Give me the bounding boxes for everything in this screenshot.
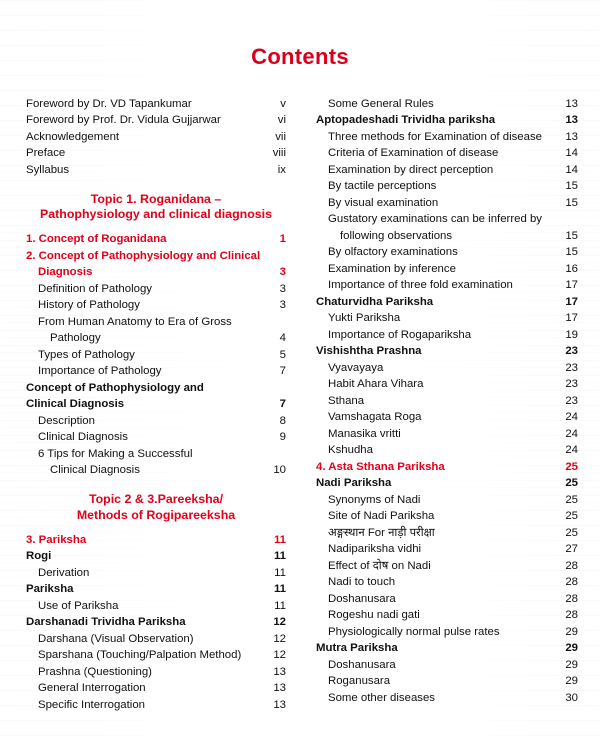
toc-entry[interactable] — [316, 179, 578, 196]
toc-entry[interactable] — [26, 413, 286, 430]
toc-entry-label: By visual examination — [328, 196, 439, 209]
toc-entry[interactable] — [316, 294, 578, 311]
toc-entry[interactable] — [26, 364, 286, 381]
toc-entry-label: Acknowledgement — [26, 130, 120, 143]
toc-entry-label: 1. Concept of Roganidana — [26, 233, 167, 246]
toc-entry-page-number: 25 — [565, 510, 578, 523]
toc-entry[interactable] — [26, 265, 286, 282]
toc-entry[interactable] — [26, 162, 286, 179]
toc-entry-page-number: 3 — [279, 299, 286, 312]
toc-entry-label: 2. Concept of Pathophysiology and Clinical — [26, 249, 261, 262]
toc-entry-page-number: 28 — [565, 609, 578, 622]
toc-entry-label: 3. Pariksha — [26, 533, 87, 546]
toc-entry[interactable] — [316, 575, 578, 592]
toc-entry[interactable] — [316, 542, 578, 559]
toc-entry-label: Use of Pariksha — [38, 599, 119, 612]
toc-entry-label: Aptopadeshadi Trividha pariksha — [316, 114, 496, 127]
left-column — [26, 96, 302, 714]
toc-entry-page-number: 24 — [565, 411, 578, 424]
toc-entry[interactable] — [26, 347, 286, 364]
toc-entry[interactable] — [26, 281, 286, 298]
toc-entry-label: Some General Rules — [328, 97, 434, 110]
toc-entry-page-number: 14 — [565, 147, 578, 160]
toc-entry-label: Importance of Pathology — [38, 365, 162, 378]
toc-entry-label: Specific Interrogation — [38, 698, 146, 711]
toc-entry[interactable] — [26, 146, 286, 163]
toc-entry-page-number: vi — [277, 114, 286, 127]
toc-entry-page-number: 12 — [273, 649, 286, 662]
topic-heading-1-line1: Topic 1. Roganidana – — [90, 191, 222, 206]
toc-entry[interactable] — [316, 393, 578, 410]
toc-entry[interactable] — [316, 624, 578, 641]
toc-entry-label: Nadi to touch — [328, 576, 396, 589]
topic-1-entry-list — [26, 232, 286, 480]
toc-entry-page-number: 24 — [565, 427, 578, 440]
toc-entry-label: Examination by inference — [328, 262, 456, 275]
toc-entry[interactable] — [26, 631, 286, 648]
toc-entry[interactable] — [26, 648, 286, 665]
toc-entry-label: Rogeshu nadi gati — [328, 609, 420, 622]
topic-heading-2-line2: Methods of Rogipareeksha — [76, 507, 236, 522]
toc-entry-page-number: 13 — [273, 665, 286, 678]
toc-entry-label: Vishishtha Prashna — [316, 345, 422, 358]
toc-entry-label: Sparshana (Touching/Palpation Method) — [38, 649, 242, 662]
toc-entry[interactable] — [316, 591, 578, 608]
toc-entry-label: Rogi — [26, 550, 52, 563]
toc-entry-label: Physiologically normal pulse rates — [328, 625, 500, 638]
toc-entry-page-number: viii — [272, 147, 286, 160]
toc-entry-label: Darshanadi Trividha Pariksha — [26, 616, 186, 629]
right-column — [302, 96, 578, 714]
toc-entry-label: Synonyms of Nadi — [328, 493, 421, 506]
toc-entry[interactable] — [26, 314, 286, 331]
toc-entry[interactable] — [316, 162, 578, 179]
toc-entry-page-number: 25 — [565, 460, 578, 473]
toc-entry[interactable] — [316, 212, 578, 229]
front-matter-list — [26, 96, 286, 179]
toc-entry-label: Doshanusara — [328, 592, 396, 605]
toc-entry-page-number: 11 — [274, 599, 286, 612]
toc-entry[interactable] — [316, 96, 578, 113]
toc-entry[interactable] — [26, 113, 286, 130]
toc-entry-page-number: 10 — [273, 464, 286, 477]
toc-entry[interactable] — [316, 426, 578, 443]
toc-entry-page-number: 1 — [279, 233, 286, 246]
toc-entry-page-number: 28 — [565, 576, 578, 589]
toc-entry-label: Clinical Diagnosis — [38, 431, 128, 444]
toc-entry-page-number: 8 — [279, 414, 286, 427]
toc-entry-label: 6 Tips for Making a Successful — [38, 447, 193, 460]
toc-entry-page-number: 27 — [565, 543, 578, 556]
topic-heading-2-line1: Topic 2 & 3.Pareeksha/ — [88, 492, 224, 506]
toc-entry-page-number: 23 — [565, 394, 578, 407]
toc-entry[interactable] — [26, 664, 286, 681]
toc-entry-label: Foreword by Dr. VD Tapankumar — [26, 97, 192, 110]
toc-entry-label: Types of Pathology — [38, 348, 135, 361]
toc-entry[interactable] — [316, 228, 578, 245]
toc-entry-label: following observations — [340, 229, 453, 242]
toc-entry-page-number: 24 — [565, 444, 578, 457]
toc-entry[interactable] — [26, 298, 286, 315]
toc-entry[interactable] — [26, 532, 286, 549]
toc-entry-label: By olfactory examinations — [328, 246, 458, 259]
toc-entry-page-number: 13 — [273, 698, 286, 711]
toc-entry-label: History of Pathology — [38, 299, 140, 312]
right-entry-list — [316, 96, 578, 707]
toc-entry-page-number: 11 — [273, 533, 286, 546]
toc-entry-page-number: 23 — [565, 361, 578, 374]
toc-entry-page-number: 25 — [565, 526, 578, 539]
toc-entry[interactable] — [26, 565, 286, 582]
toc-entry-page-number: 11 — [273, 583, 286, 596]
toc-entry[interactable] — [316, 509, 578, 526]
toc-entry-page-number: 9 — [279, 431, 286, 444]
toc-entry[interactable] — [316, 641, 578, 658]
toc-entry-page-number: 5 — [279, 348, 286, 361]
toc-entry-page-number: 19 — [565, 328, 578, 341]
toc-entry[interactable] — [26, 446, 286, 463]
toc-entry-page-number: 25 — [565, 477, 578, 490]
toc-entry[interactable] — [316, 377, 578, 394]
topic-heading-1-line2: Pathophysiology and clinical diagnosis — [39, 207, 273, 221]
toc-entry-page-number: 16 — [565, 262, 578, 275]
toc-entry-page-number: 23 — [565, 378, 578, 391]
toc-entry-page-number: 29 — [565, 675, 578, 688]
toc-entry-page-number: 3 — [279, 266, 286, 279]
toc-entry[interactable] — [26, 129, 286, 146]
toc-entry-label: Some other diseases — [328, 691, 436, 704]
toc-entry[interactable] — [316, 674, 578, 691]
toc-entry-label: Pariksha — [26, 583, 74, 596]
toc-entry[interactable] — [26, 549, 286, 566]
toc-entry[interactable] — [316, 146, 578, 163]
toc-entry[interactable] — [316, 311, 578, 328]
toc-entry[interactable] — [26, 232, 286, 249]
toc-entry[interactable] — [26, 598, 286, 615]
toc-entry-label: Diagnosis — [38, 266, 93, 279]
toc-entry[interactable] — [316, 113, 578, 130]
toc-entry[interactable] — [26, 430, 286, 447]
toc-entry[interactable] — [316, 278, 578, 295]
toc-entry-label: अङ्गस्थान For नाड़ी परीक्षा — [328, 526, 435, 539]
toc-entry-label: Habit Ahara Vihara — [328, 378, 424, 391]
toc-entry[interactable] — [316, 443, 578, 460]
toc-entry[interactable] — [316, 690, 578, 707]
toc-entry[interactable] — [316, 360, 578, 377]
toc-entry[interactable] — [26, 681, 286, 698]
toc-entry-page-number: 12 — [273, 632, 286, 645]
toc-entry-page-number: 14 — [565, 163, 578, 176]
toc-entry-label: Definition of Pathology — [38, 282, 152, 295]
toc-entry-label: Importance of three fold examination — [328, 279, 513, 292]
toc-entry-label: Criteria of Examination of disease — [328, 147, 499, 160]
toc-entry[interactable] — [316, 327, 578, 344]
toc-entry-label: Doshanusara — [328, 658, 396, 671]
toc-entry-page-number: 12 — [273, 616, 286, 629]
toc-entry-label: Concept of Pathophysiology and — [26, 381, 204, 394]
toc-entry[interactable] — [26, 582, 286, 599]
toc-entry-label: Sthana — [328, 394, 365, 407]
toc-entry-label: Chaturvidha Pariksha — [316, 295, 434, 308]
toc-entry[interactable] — [316, 558, 578, 575]
toc-entry-page-number: 7 — [279, 365, 286, 378]
toc-entry[interactable] — [316, 476, 578, 493]
topic-heading-2 — [26, 492, 286, 523]
toc-entry-page-number: 17 — [565, 295, 578, 308]
toc-entry-label: Manasika vritti — [328, 427, 401, 440]
toc-entry-page-number: 29 — [565, 658, 578, 671]
contents-columns — [0, 96, 600, 714]
toc-entry[interactable] — [26, 331, 286, 348]
toc-entry[interactable] — [26, 397, 286, 414]
toc-entry-label: Description — [38, 414, 95, 427]
toc-entry-page-number: 11 — [273, 550, 286, 563]
toc-entry-page-number: 13 — [565, 130, 578, 143]
toc-entry-label: Site of Nadi Pariksha — [328, 510, 435, 523]
toc-entry-label: Nadi Pariksha — [316, 477, 392, 490]
toc-entry-page-number: 11 — [274, 566, 286, 579]
toc-entry-page-number: 28 — [565, 592, 578, 605]
toc-entry[interactable] — [316, 245, 578, 262]
toc-entry-label: Effect of दोष on Nadi — [328, 559, 431, 572]
toc-entry-page-number: 13 — [273, 682, 286, 695]
toc-entry-label: Three methods for Examination of disease — [328, 130, 543, 143]
toc-entry[interactable] — [26, 248, 286, 265]
toc-entry[interactable] — [26, 96, 286, 113]
toc-entry-page-number: 3 — [279, 282, 286, 295]
toc-entry-label: Vyavayaya — [328, 361, 384, 374]
toc-entry-label: Roganusara — [328, 675, 391, 688]
toc-entry-page-number: 29 — [565, 625, 578, 638]
toc-entry-page-number: v — [280, 97, 286, 110]
toc-entry-label: From Human Anatomy to Era of Gross — [38, 315, 232, 328]
toc-entry[interactable] — [316, 492, 578, 509]
toc-entry-page-number: 7 — [279, 398, 286, 411]
toc-entry-page-number: 23 — [565, 345, 578, 358]
toc-entry-label: General Interrogation — [38, 682, 146, 695]
toc-entry-page-number: 30 — [565, 691, 578, 704]
toc-entry-label: Darshana (Visual Observation) — [38, 632, 194, 645]
toc-entry-label: Clinical Diagnosis — [50, 464, 140, 477]
toc-entry-label: Mutra Pariksha — [316, 642, 398, 655]
toc-entry[interactable] — [316, 525, 578, 542]
toc-entry-label: 4. Asta Sthana Pariksha — [316, 460, 445, 473]
toc-entry-label: Syllabus — [26, 163, 70, 176]
toc-entry-page-number: 25 — [565, 493, 578, 506]
toc-entry-label: Nadipariksha vidhi — [328, 543, 422, 556]
toc-entry[interactable] — [316, 344, 578, 361]
toc-entry-label: Yukti Pariksha — [328, 312, 401, 325]
toc-entry-label: Importance of Rogapariksha — [328, 328, 472, 341]
toc-entry-page-number: 17 — [565, 312, 578, 325]
toc-entry-page-number: vii — [275, 130, 286, 143]
toc-entry-page-number: 15 — [565, 229, 578, 242]
toc-entry-page-number: 15 — [565, 196, 578, 209]
toc-entry[interactable] — [26, 380, 286, 397]
toc-entry-label: Prashna (Questioning) — [38, 665, 152, 678]
toc-entry-label: Pathology — [50, 332, 101, 345]
toc-entry-label: Examination by direct perception — [328, 163, 494, 176]
toc-entry[interactable] — [316, 608, 578, 625]
toc-entry[interactable] — [316, 261, 578, 278]
toc-entry[interactable] — [26, 463, 286, 480]
toc-entry-page-number: 15 — [565, 180, 578, 193]
toc-entry-page-number: 28 — [565, 559, 578, 572]
toc-entry-page-number: 29 — [565, 642, 578, 655]
toc-entry-label: Vamshagata Roga — [328, 411, 422, 424]
toc-entry-page-number: 17 — [565, 279, 578, 292]
toc-entry-page-number: 13 — [565, 97, 578, 110]
toc-entry-label: Foreword by Prof. Dr. Vidula Gujjarwar — [26, 114, 221, 127]
toc-entry[interactable] — [26, 697, 286, 714]
toc-entry-label: Kshudha — [328, 444, 373, 457]
toc-entry-label: Clinical Diagnosis — [26, 398, 125, 411]
topic-heading-1 — [26, 192, 286, 223]
toc-entry-page-number: ix — [277, 163, 286, 176]
toc-entry-page-number: 15 — [565, 246, 578, 259]
toc-entry[interactable] — [316, 129, 578, 146]
toc-entry[interactable] — [316, 195, 578, 212]
toc-entry-label: Gustatory examinations can be inferred by — [328, 213, 543, 226]
toc-entry[interactable] — [26, 615, 286, 632]
toc-entry-page-number: 4 — [279, 332, 286, 345]
toc-entry-label: Derivation — [38, 566, 90, 579]
toc-entry-page-number: 13 — [565, 114, 578, 127]
topic-2-entry-list — [26, 532, 286, 714]
page-title: Contents — [251, 44, 349, 69]
toc-entry-label: By tactile perceptions — [328, 180, 437, 193]
toc-entry[interactable] — [316, 657, 578, 674]
toc-entry-label: Preface — [26, 147, 66, 160]
toc-entry[interactable] — [316, 410, 578, 427]
toc-entry[interactable] — [316, 459, 578, 476]
